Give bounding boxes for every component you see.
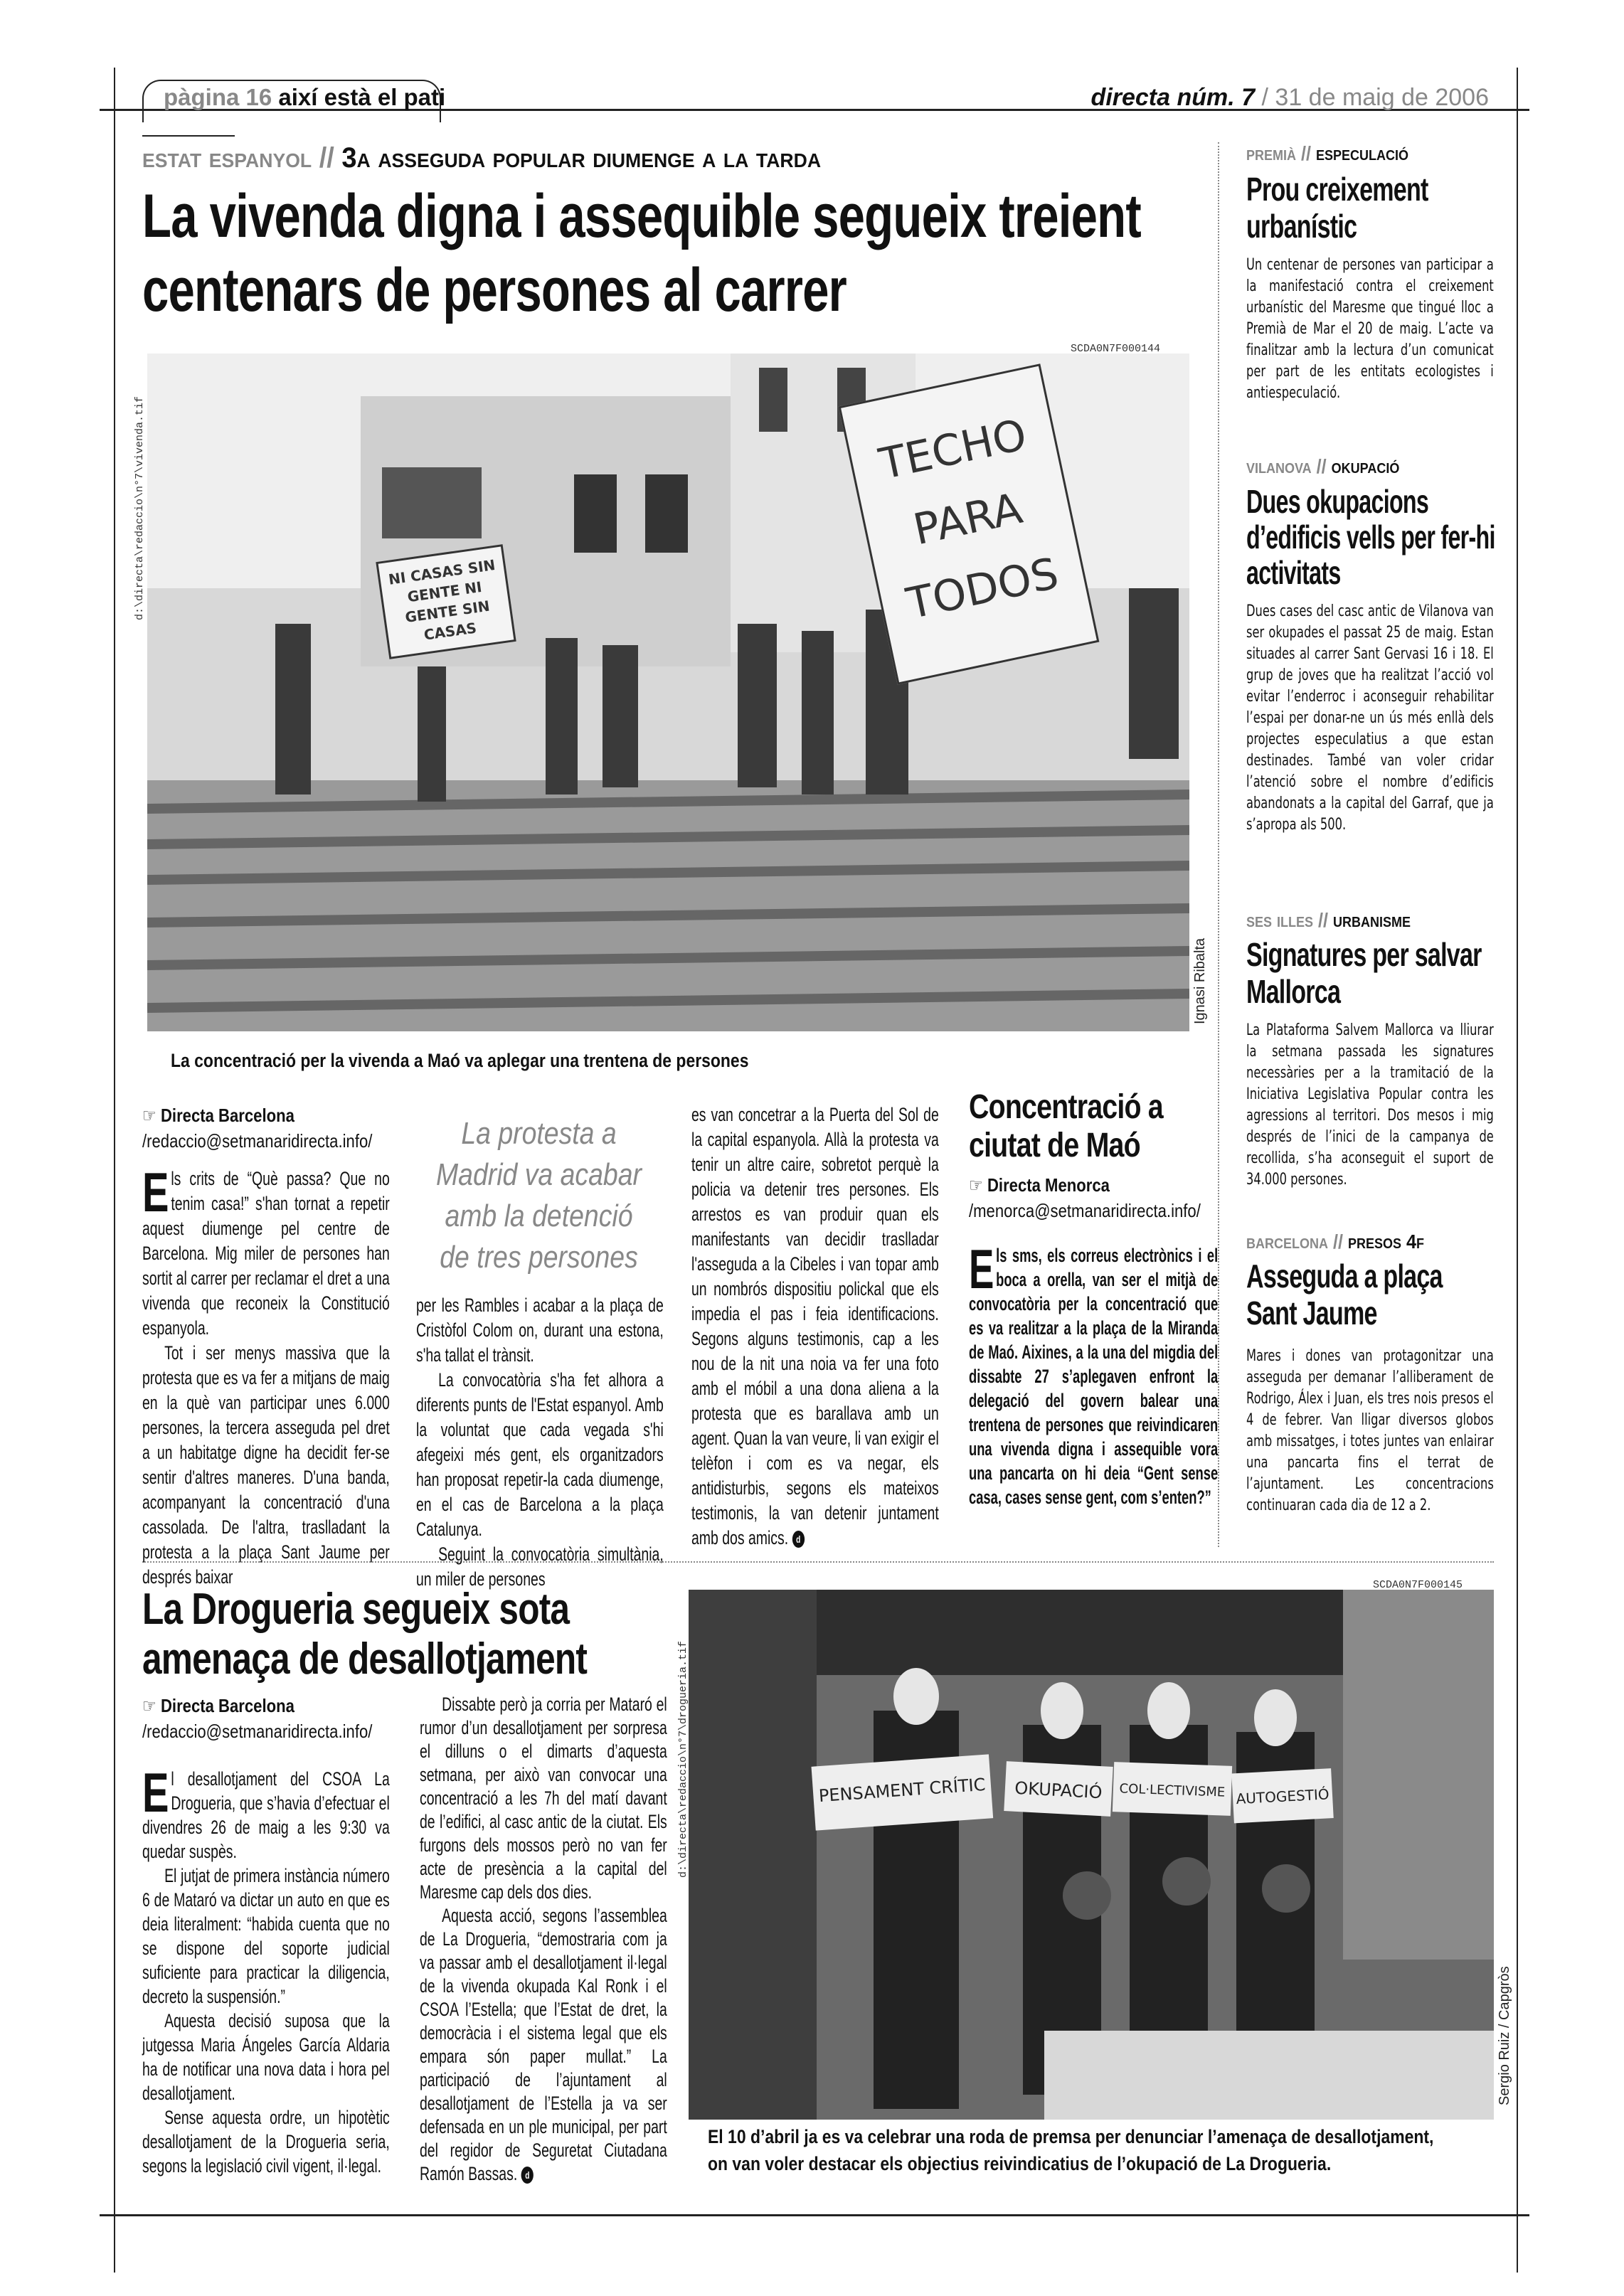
brief-body: La Plataforma Salvem Mallorca va lliurar la setmana passada les signatures necessàries per a la tramitació de la Iniciativa Legislativa Popular contra les agressions al territori. Dos mesos i mig després de l’inici de la campanya de recollida, s’ha aconseguit el suport de 34.000 persones. [1246,1021,1494,1189]
kicker-slashes: // [1318,909,1329,931]
main-column-2 [416,1293,664,1592]
paragraph: ls crits de “Què passa? Que no tenim casa!” s'han tornat a repetir aquest diumenge pel centre de Barcelona. Mig miler de persones han sortit al carrer per reclamar el dret a una vivenda que reconeix la Constitució espanyola. [142,1168,390,1339]
byline-email[interactable]: /redaccio@setmanaridirecta.info/ [142,1130,373,1152]
paragraph: Aquesta decisió suposa que la jutgessa Maria Ángeles García Aldaria ha de notificar una nova data i hora pel desallotjament. [142,2010,390,2104]
byline-hand-icon: ☞ [142,1695,156,1716]
byline-email[interactable]: /menorca@setmanaridirecta.info/ [969,1200,1201,1221]
brief-kicker [1246,1231,1424,1253]
page-number: pàgina 16 [164,84,272,110]
byline-email[interactable]: /redaccio@setmanaridirecta.info/ [142,1721,373,1742]
kicker-slashes: // [1301,142,1312,164]
kicker-slashes: // [1333,1231,1344,1253]
brief-kicker [1246,909,1411,932]
mao-body [969,1238,1219,1509]
drop-cap: E [142,1761,169,1824]
paragraph: Seguint la convocatòria simultània, un miler de persones [416,1543,664,1590]
brief-headline: Prou creixement urbanístic [1246,171,1428,245]
paragraph: es van concetrar a la Puerta del Sol de la capital espanyola. Allà la protesta va tenir un altre caire, sobretot perquè la policia va detenir tres persones. Els arrestos es van produir quan els manifestants van decidir traslladar l'asseguda a la Cibeles i van topar amb un nombrós dispositiu polickal que els impedia el pas i feia identificacions. Segons alguns testimonis, cap a les nou de la nit una noia va fer una foto amb el móbil a una dona aliena a la protesta que es barallava amb un agent. Quan la van veure, li van exigir el telèfon i com es va negar, els antidisturbis, segons els mateixos testimonis, la van detenir juntament amb dos amics. d [691,1104,939,1548]
photo-credit: Ignasi Ribalta [1192,937,1208,1024]
brief-body: Dues cases del casc antic de Vilanova van ser okupades el passat 25 de maig. Estan situades al carrer Sant Gervasi 16 i 18. El grup de joves que ha realitzat l’acció vol evitar l’enderroc i aconseguir rehabilitar l’espai per donar-ne un ús més enllà dels projectes especulatius a que estan destinades. També van voler cridar l’atenció sobre el nombre d’edificis abandonats a la capital del Garraf, que ja s’apropa als 500. [1246,602,1494,834]
main-column-3 [691,1102,939,1551]
caption-line: on van voler destacar els objectius reivindicatius de l’okupació de La Drogueria. [708,2153,1332,2174]
section-name: així està el pati [278,84,446,110]
brief-topic: okupació [1331,455,1400,477]
brief-kicker [1246,455,1399,478]
brief-topic: presos 4f [1348,1231,1425,1253]
brief-kicker [1246,142,1408,165]
paragraph: l desallotjament del CSOA La Drogueria, que s’havia d’efectuar el divendres 26 de maig a les 9:30 va quedar suspès. [142,1768,390,1862]
end-of-article-icon: d [792,1531,805,1548]
drop-cap: E [969,1238,994,1300]
paragraph: Dissabte però ja corria per Mataró el rumor d’un desallotjament per sorpresa el dilluns o el dimarts d’aquesta setmana, per això van convocar una concentració a les 7h del matí davant de l’edifici, al casc antic de la ciutat. Els furgons dels mossos però no van fer acte de presència a la capital del Maresme cap dels dos dies. [420,1694,667,1903]
byline-name: Directa Barcelona [160,1695,294,1716]
byline-hand-icon: ☞ [969,1174,983,1196]
page-section-tab [142,80,446,122]
brief-headline: Asseguda a plaça Sant Jaume [1246,1258,1443,1332]
caption-line: El 10 d’abril ja es va celebrar una roda de premsa per denunciar l’amenaça de desallotjament, [708,2126,1434,2147]
brief-place: ses illes [1246,909,1314,931]
photo-credit: Sergio Ruiz / Capgròs [1497,1966,1512,2105]
drop-cap: E [142,1161,169,1223]
paragraph: La convocatòria s'ha fet alhora a diferents punts de l'Estat espanyol. Amb la voluntat que cada vegada s'hi afegeixi més gent, els organitzadors han proposat repetir-la cada diumenge, en el cas de Barcelona a la plaça Catalunya. [416,1369,664,1540]
main-column-1 [142,1161,390,1590]
main-byline [142,1102,372,1154]
photo-caption: La concentració per la vivenda a Maó va aplegar una trentena de persones [171,1050,749,1071]
issue-brand: directa núm. 7 [1090,84,1256,111]
protest-photo [147,354,1189,1031]
drogueria-column-2 [420,1693,667,2186]
separator: / [1261,84,1268,111]
kicker-slashes: // [319,142,334,174]
press-conference-photo [689,1590,1494,2120]
brief-place: premià [1246,142,1297,164]
photo-sign: OKUPACIÓ [1014,1777,1103,1803]
brief-body: Un centenar de persones van participar a la manifestació contra el creixement urbanístic del Maresme que tingué lloc a Premià de Mar el 20 de maig. L’acte va finalitzar amb la lectura d’un comunicat per part de les entitats ecologistes i antiespeculació. [1246,256,1494,402]
byline-name: Directa Menorca [987,1174,1110,1196]
brief-headline: Signatures per salvar Mallorca [1246,936,1482,1010]
pull-quote-text: La protesta a Madrid va acabar amb la detenció de tres persones [436,1116,642,1275]
photo-sign-large: TECHO PARA TODOS [839,363,1100,685]
kicker-slashes: // [1316,455,1327,477]
photo-sign: COL·LECTIVISME [1119,1781,1226,1800]
paragraph: per les Rambles i acabar a la plaça de Cristòfol Colom on, durant una estona, s'ha tallat el trànsit. [416,1295,664,1366]
paragraph: Tot i ser menys massiva que la protesta que es va fer a mitjans de maig en la què van participar unes 6.000 persones, la tercera asseguda pel dret a un habitatge digne ha decidit fer-se sentir d'altres maneres. D'una banda, acompanyant la concentració d'una cassolada. De l'altra, traslladant la protesta a la plaça Sant Jaume per després baixar [142,1342,390,1588]
photo-code: SCDA0N7F000144 [1071,343,1161,355]
brief-topic: especulació [1316,142,1409,164]
photo-file-path: d:\directa\redaccio\n°7\drogueria.tif [677,1640,689,1878]
paragraph: ls sms, els correus electrònics i el boca a orella, van ser el mitjà de convocatòria per la concentració que es va realitzar a la plaça de la Miranda de Maó. Aixines, a la una del migdia del dissabte 27 s’aplegaven enfront la delegació del govern balear una trentena de persones que reivindicaren una vivenda digna i assequible vora una pancarta on hi deia “Gent sense casa, cases sense gent, com s’enten?” [969,1245,1219,1508]
press-conference-photo-image [689,1590,1494,2120]
main-kicker [142,142,821,174]
main-headline: La vivenda digna i assequible segueix treient centenars de persones al carrer [142,182,1141,324]
byline-name: Directa Barcelona [160,1105,294,1126]
brief-body: Mares i dones van protagonitzar una asseguda per demanar l’alliberament de Rodrigo, Álex i Juan, els tres nois presos el 4 de febrer. Van lligar diversos globos amb missatges, i totes juntes van enlairar una pancarta fins el terrat de l’ajuntament. Les concentracions continuaran cada dia de 12 a 2. [1246,1347,1494,1514]
brief-headline: Dues okupacions d’edificis vells per fer-hi activitats [1246,483,1495,591]
kicker-place: estat espanyol [142,142,312,174]
photo-sign: PENSAMENT CRÍTIC [818,1774,987,1807]
issue-info [1091,84,1489,112]
byline-hand-icon: ☞ [142,1105,156,1126]
paragraph: Sense aquesta ordre, un hipotètic desallotjament de la Drogueria seria, segons la legislació civil vigent, il·legal. [142,2107,390,2177]
brief-place: vilanova [1246,455,1312,477]
photo-sign: AUTOGESTIÓ [1236,1785,1330,1808]
kicker-rule [142,135,235,137]
pull-quote [416,1113,662,1278]
photo-code: SCDA0N7F000145 [1373,1579,1463,1591]
drogueria-headline: La Drogueria segueix sota amenaça de desallotjament [142,1585,588,1684]
photo-caption [708,2123,1433,2177]
left-margin-rule [114,68,115,2273]
paragraph: El jutjat de primera instància número 6 de Mataró va dictar un auto en que es deia literalment: “habida cuenta que no se dispone del soporte judicial suficiente para practicar la diligencia, decreto la suspensión.” [142,1865,390,2007]
photo-sign-small: NI CASAS SIN GENTE NI GENTE SIN CASAS [376,544,516,659]
kicker-topic: 3a asseguda popular diumenge a la tarda [341,142,822,174]
brief-place: barcelona [1246,1231,1329,1253]
photo-file-path: d:\directa\redaccio\n°7\vivenda.tif [134,395,146,620]
paragraph: Aquesta acció, segons l’assemblea de La Drogueria, “demostraria com ja va passar amb el desallotjament il·legal de la vivenda okupada Kal Ronk i el CSOA l’Estella; que l’Estat de dret, la democràcia i el sistema legal que els empara són paper mullat.” La participació de l’ajuntament al desallotjament de l’Estella ja va ser defensada en un ple municipal, per part del regidor de Seguretat Ciutadana Ramón Bassas. d [420,1905,667,2184]
footer-rule [100,2214,1529,2216]
end-of-article-icon: d [521,2167,534,2184]
right-margin-rule [1517,68,1518,2273]
mao-byline [969,1172,1201,1223]
drogueria-column-1 [142,1761,390,2178]
issue-date: 31 de maig de 2006 [1275,84,1489,111]
column-divider [1218,142,1219,1547]
brief-topic: urbanisme [1333,909,1411,931]
drogueria-byline [142,1693,372,1744]
mao-headline: Concentració a ciutat de Maó [969,1088,1163,1164]
